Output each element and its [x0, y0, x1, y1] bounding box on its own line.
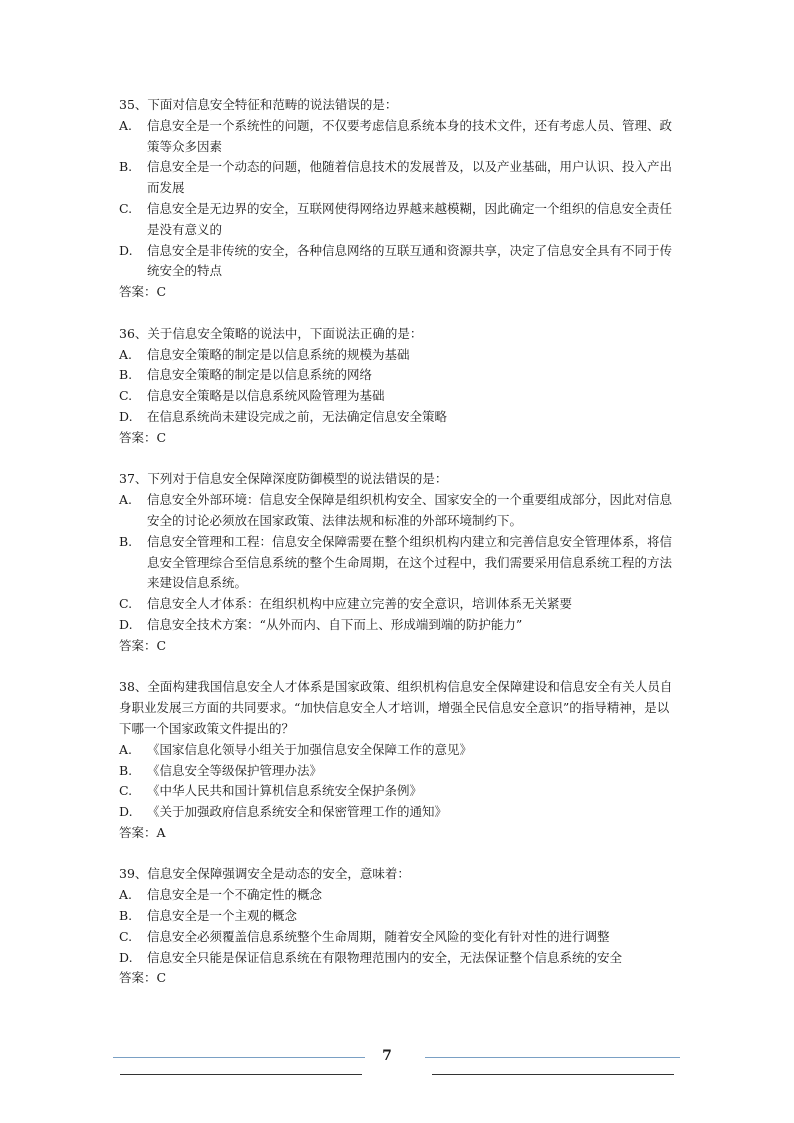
option-text: 信息安全是一个系统性的问题，不仅要考虑信息系统本身的技术文件，还有考虑人员、管理、政策等众多因素 — [147, 117, 673, 154]
option-text: 信息安全策略是以信息系统风险管理为基础 — [147, 388, 385, 404]
option-text: 信息安全是非传统的安全，各种信息网络的互联互通和资源共享，决定了信息安全具有不同于传统安全的特点 — [147, 242, 673, 279]
page-footer — [0, 1045, 794, 1085]
option-text: 《国家信息化领导小组关于加强信息安全保障工作的意见》 — [147, 741, 473, 757]
option-b — [119, 365, 679, 386]
answer-line: 答案：C — [119, 637, 167, 653]
option-letter: C. — [119, 783, 133, 799]
option-text: 信息安全只能是保证信息系统在有限物理范围内的安全，无法保证整个信息系统的安全 — [147, 949, 623, 965]
question-stem: 35、下面对信息安全特征和范畴的说法错误的是： — [119, 97, 398, 112]
option-c — [119, 386, 679, 407]
option-text: 《信息安全等级保护管理办法》 — [147, 762, 323, 778]
option-c — [119, 199, 679, 241]
option-text: 《中华人民共和国计算机信息系统安全保护条例》 — [147, 783, 423, 799]
question-stem: 36、关于信息安全策略的说法中，下面说法正确的是： — [119, 325, 423, 341]
option-letter: D. — [119, 242, 133, 258]
option-letter: D. — [119, 804, 133, 820]
option-a — [119, 345, 679, 366]
footer-rule-right-bottom — [432, 1074, 674, 1075]
question-36 — [119, 324, 679, 449]
option-text: 信息安全人才体系：在组织机构中应建立完善的安全意识，培训体系无关紧要 — [147, 596, 573, 612]
option-letter: D. — [119, 408, 133, 424]
question-stem: 39、信息安全保障强调安全是动态的安全，意味着： — [119, 866, 410, 882]
option-text: 信息安全是一个不确定性的概念 — [147, 887, 323, 903]
question-list — [119, 95, 679, 1010]
option-b — [119, 761, 679, 782]
option-letter: C. — [119, 596, 133, 612]
option-a — [119, 740, 679, 761]
footer-rule-right-top — [425, 1057, 680, 1058]
option-text: 信息安全管理和工程：信息安全保障需要在整个组织机构内建立和完善信息安全管理体系，将信息安全管理综合至信息系统的整个生命周期，在这个过程中，我们需要采用信息系统工程的方法来建设信息系统。 — [147, 533, 673, 591]
answer-line: 答案：C — [119, 429, 167, 445]
option-letter: A. — [119, 887, 133, 903]
answer-line: 答案：A — [119, 824, 166, 840]
option-letter: C. — [119, 200, 133, 216]
option-letter: B. — [119, 762, 133, 778]
option-text: 信息安全是无边界的安全，互联网使得网络边界越来越模糊，因此确定一个组织的信息安全责任是没有意义的 — [147, 200, 673, 237]
option-b — [119, 906, 679, 927]
option-text: 信息安全策略的制定是以信息系统的规模为基础 — [147, 346, 410, 362]
option-letter: B. — [119, 533, 133, 549]
option-letter: B. — [119, 908, 133, 924]
option-letter: D. — [119, 616, 133, 632]
page-number: 7 — [382, 1048, 392, 1064]
option-text: 信息安全必须覆盖信息系统整个生命周期，随着安全风险的变化有针对性的进行调整 — [147, 928, 610, 944]
option-b — [119, 157, 679, 199]
option-letter: A. — [119, 741, 133, 757]
option-d — [119, 802, 679, 823]
option-text: 信息安全是一个动态的问题，他随着信息技术的发展普及，以及产业基础，用户认识、投入产出而发展 — [147, 159, 673, 196]
option-d — [119, 241, 679, 283]
option-letter: B. — [119, 367, 133, 383]
answer-line: 答案：C — [119, 970, 167, 986]
question-39 — [119, 864, 679, 989]
option-d — [119, 615, 679, 636]
option-c — [119, 781, 679, 802]
option-letter: D. — [119, 949, 133, 965]
option-d — [119, 407, 679, 428]
question-38 — [119, 677, 679, 843]
option-letter: A. — [119, 346, 133, 362]
footer-rule-left-top — [113, 1057, 365, 1058]
question-37 — [119, 469, 679, 656]
question-stem: 38、全面构建我国信息安全人才体系是国家政策、组织机构信息安全保障建设和信息安全有关人员自身职业发展三方面的共同要求。“加快信息安全人才培训，增强全民信息安全意识”的指导精神，是以下哪一个国家政策文件提出的？ — [119, 679, 673, 736]
option-d — [119, 948, 679, 969]
question-35 — [119, 95, 679, 303]
question-stem: 37、下列对于信息安全保障深度防御模型的说法错误的是： — [119, 471, 448, 487]
option-a — [119, 116, 679, 158]
option-c — [119, 927, 679, 948]
option-letter: A. — [119, 117, 133, 133]
option-letter: C. — [119, 928, 133, 944]
option-text: 在信息系统尚未建设完成之前，无法确定信息安全策略 — [147, 408, 448, 424]
option-letter: C. — [119, 388, 133, 404]
answer-line: 答案：C — [119, 284, 167, 300]
option-text: 信息安全外部环境：信息安全保障是组织机构安全、国家安全的一个重要组成部分，因此对信息安全的讨论必须放在国家政策、法律法规和标准的外部环境制约下。 — [147, 492, 673, 528]
option-text: 信息安全技术方案：“从外而内、自下而上、形成端到端的防护能力” — [147, 616, 523, 632]
option-a — [119, 885, 679, 906]
option-text: 《关于加强政府信息系统安全和保密管理工作的通知》 — [147, 804, 448, 820]
option-letter: B. — [119, 159, 133, 175]
option-a — [119, 490, 679, 532]
footer-rule-left-bottom — [120, 1074, 362, 1075]
option-b — [119, 532, 679, 594]
option-text: 信息安全是一个主观的概念 — [147, 908, 298, 924]
option-c — [119, 594, 679, 615]
option-letter: A. — [119, 492, 133, 508]
option-text: 信息安全策略的制定是以信息系统的网络 — [147, 367, 373, 383]
